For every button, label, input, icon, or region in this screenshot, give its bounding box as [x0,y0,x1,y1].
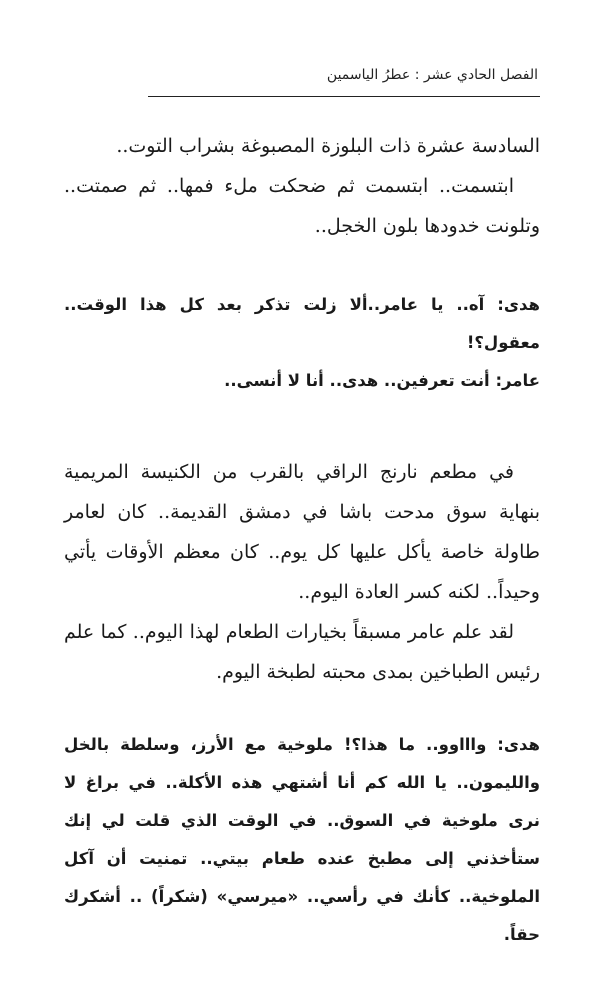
spacer [64,400,540,452]
narrative-paragraph-3: في مطعم نارنج الراقي بالقرب من الكنيسة المريمية بنهاية سوق مدحت باشا في دمشق القديمة.. كان لعامر طاولة خاصة يأكل عليها كل يوم.. كان معظم الأوقات يأتي وحيداً.. لكنه كسر العادة اليوم.. [64,461,540,603]
header-rule [148,96,540,97]
spacer [64,246,540,286]
dialogue-line-huda-1: هدى: آه.. يا عامر..ألا زلت تذكر بعد كل هذا الوقت.. معقول؟! [64,295,540,352]
narrative-paragraph-2: ابتسمت.. ابتسمت ثم ضحكت ملء فمها.. ثم صمتت.. وتلونت خدودها بلون الخجل.. [64,175,540,237]
running-header: الفصل الحادي عشر : عطرُ الياسمين [326,67,538,83]
spacer [64,692,540,726]
dialogue-line-huda-2: هدى: واااوو.. ما هذا؟! ملوخية مع الأرز، وسلطة بالخل والليمون.. يا الله كم أنا أشتهي هذه الأكلة.. في براغ لا نرى ملوخية في السوق.. في الوقت الذي قلت لي إنك ستأخذني إلى مطبخ عنده طعام بيتي.. تمنيت أن آكل الملوخية.. كأنك في رأسي.. «ميرسي» (شكراً) .. أشكرك حقاً. [64,735,540,944]
page-body [64,126,540,954]
dialogue-line-amer-1: عامر: أنت تعرفين.. هدى.. أنا لا أنسى.. [224,371,540,390]
narrative-paragraph-4: لقد علم عامر مسبقاً بخيارات الطعام لهذا اليوم.. كما علم رئيس الطباخين بمدى محبته لطبخة اليوم. [64,621,540,683]
narrative-paragraph-1: السادسة عشرة ذات البلوزة المصبوغة بشراب التوت.. [116,135,540,157]
